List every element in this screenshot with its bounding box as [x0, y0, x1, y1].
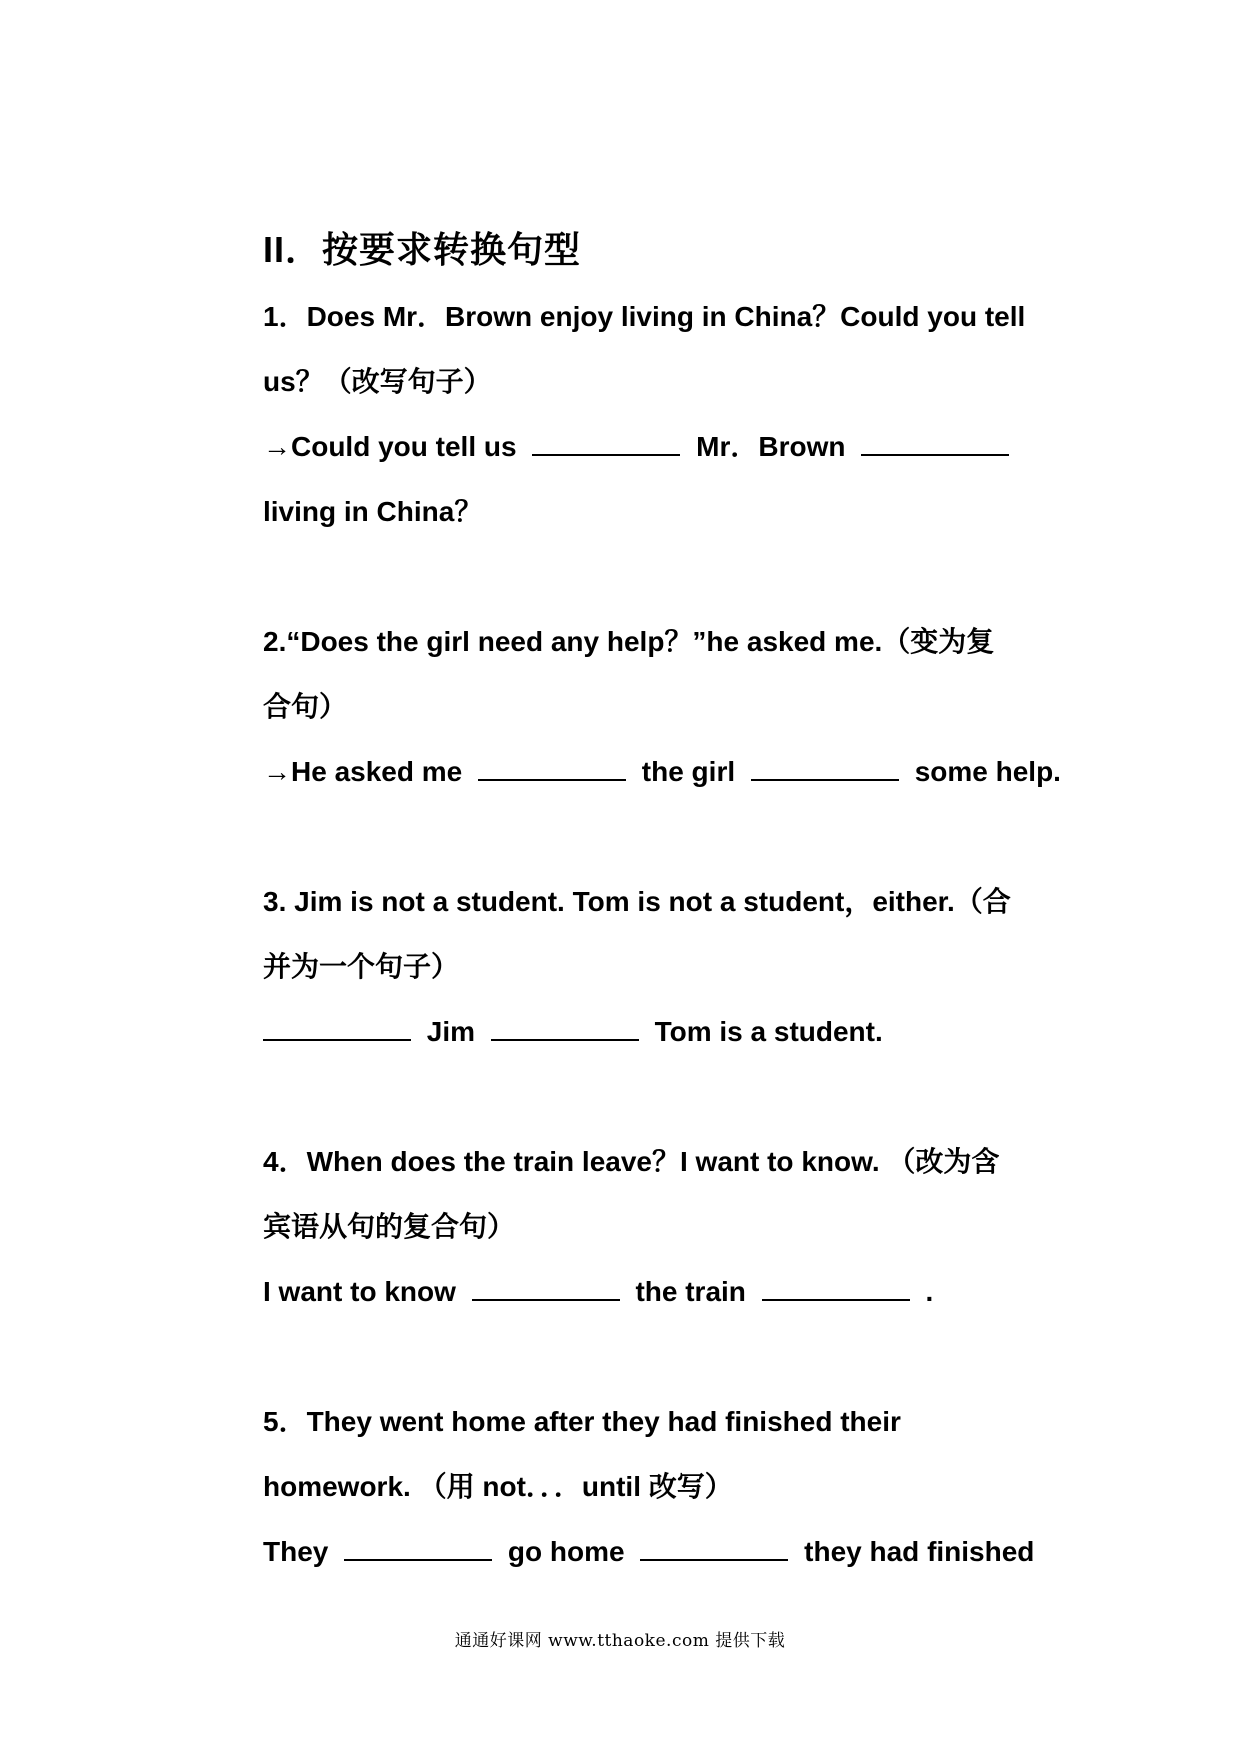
- answer-text: the girl: [641, 756, 736, 787]
- document-body: [263, 220, 1063, 1584]
- question-2-prompt-line-2: 合句）: [263, 691, 348, 722]
- answer-blank[interactable]: [344, 1537, 492, 1561]
- spacer: [263, 544, 1063, 609]
- answer-text: Mr．Brown: [696, 431, 846, 462]
- answer-text: they had finished: [804, 1536, 1035, 1567]
- answer-blank[interactable]: [762, 1277, 910, 1301]
- question-5-prompt-line-1: 5．They went home after they had finished their: [263, 1406, 901, 1437]
- answer-text: .: [925, 1276, 934, 1307]
- answer-text: I want to know: [263, 1276, 456, 1307]
- question-5-answer-line-1: [263, 1519, 1063, 1584]
- answer-blank[interactable]: [532, 432, 680, 456]
- question-1-answer-line-2: living in China？: [263, 496, 483, 527]
- spacer: [263, 1324, 1063, 1389]
- answer-text: →Could you tell us: [263, 431, 517, 462]
- answer-blank[interactable]: [640, 1537, 788, 1561]
- answer-blank[interactable]: [263, 1017, 411, 1041]
- question-1-prompt-line-2: us？（改写句子）: [263, 366, 492, 397]
- question-4-prompt-line-1: 4．When does the train leave？I want to know. （改为含: [263, 1146, 1000, 1177]
- answer-blank[interactable]: [472, 1277, 620, 1301]
- question-4-answer-line-1: [263, 1259, 1063, 1324]
- question-3-prompt-line-2: 并为一个句子）: [263, 951, 460, 982]
- answer-blank[interactable]: [751, 757, 899, 781]
- answer-text: some help.: [914, 756, 1061, 787]
- answer-blank[interactable]: [861, 432, 1009, 456]
- question-4-prompt-line-2: 宾语从句的复合句）: [263, 1211, 516, 1242]
- section-title: II．按要求转换句型: [263, 229, 582, 270]
- answer-text: They: [263, 1536, 329, 1567]
- question-1-answer-line-1: [263, 414, 1063, 479]
- question-5-prompt-line-2: homework. （用 not．．．until 改写）: [263, 1471, 733, 1502]
- answer-blank[interactable]: [478, 757, 626, 781]
- question-2-answer-line-1: [263, 739, 1063, 804]
- answer-text: go home: [507, 1536, 625, 1567]
- answer-text: Tom is a student.: [654, 1016, 883, 1047]
- answer-text: Jim: [426, 1016, 476, 1047]
- question-3-answer-line-1: [263, 999, 1063, 1064]
- question-2-prompt-line-1: 2.“Does the girl need any help？”he asked me.（变为复: [263, 626, 995, 657]
- answer-text: →He asked me: [263, 756, 463, 787]
- spacer: [263, 804, 1063, 869]
- question-1-prompt-line-1: 1．Does Mr．Brown enjoy living in China？Could you tell: [263, 301, 1026, 332]
- spacer: [263, 1064, 1063, 1129]
- question-3-prompt-line-1: 3. Jim is not a student. Tom is not a student，either.（合: [263, 886, 1011, 917]
- answer-blank[interactable]: [491, 1017, 639, 1041]
- answer-text: the train: [635, 1276, 746, 1307]
- page-footer: 通通好课网 www.tthaoke.com 提供下载: [454, 1631, 786, 1651]
